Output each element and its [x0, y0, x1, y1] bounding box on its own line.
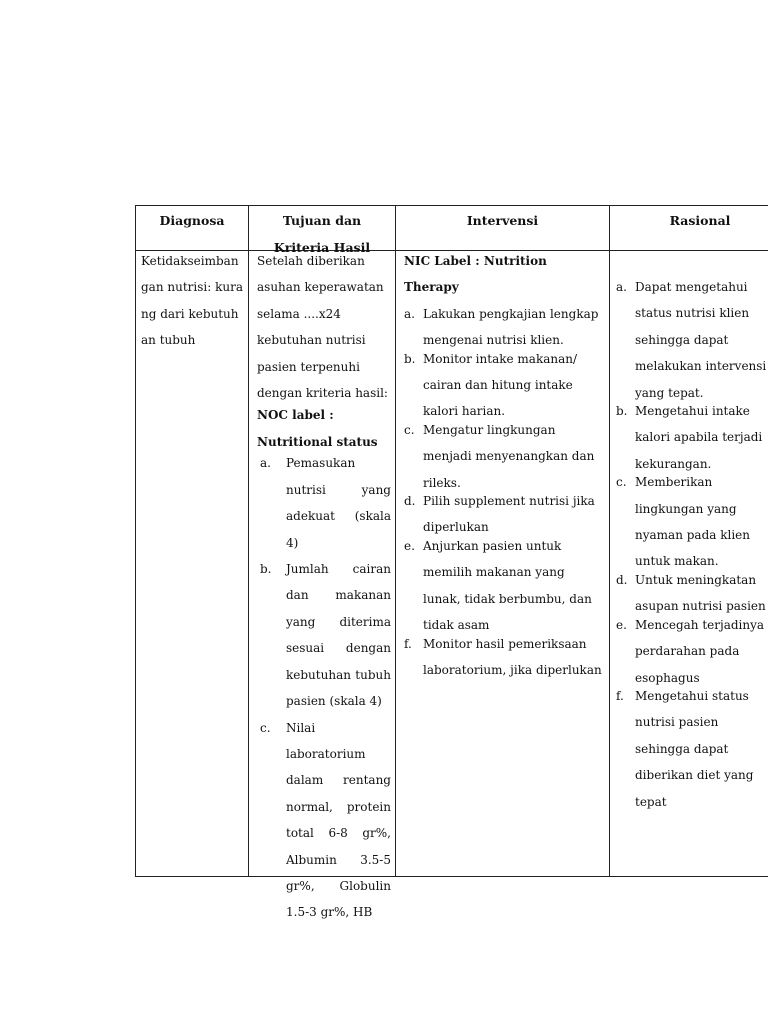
table-bottom-border — [135, 876, 768, 877]
tujuan-item-c-marker: c. — [260, 720, 271, 735]
column-divider-1 — [248, 205, 249, 877]
rasional-item-c-text: Memberikan lingkungan yang nyaman pada klien untuk makan. — [635, 475, 751, 569]
intervensi-item-c-text: Mengatur lingkungan menjadi menyenangkan dan rileks. — [423, 422, 595, 490]
intervensi-item-d-text: Pilih supplement nutrisi jika diperlukan — [423, 494, 595, 535]
noc-title: Nutritional status — [257, 435, 378, 450]
column-divider-3 — [609, 205, 610, 877]
intervensi-item-b-text: Monitor intake makanan/ cairan dan hitung intake kalori harian. — [423, 351, 578, 419]
rasional-item-a — [616, 274, 768, 406]
intervensi-item-d-marker: d. — [404, 494, 416, 509]
rasional-item-e — [616, 612, 768, 691]
intervensi-item-c-marker: c. — [404, 422, 415, 437]
rasional-item-b-text: Mengetahui intake kalori apabila terjadi kekurangan. — [635, 404, 763, 471]
noc-label: NOC label : — [257, 408, 334, 423]
rasional-item-a-text: Dapat mengetahui status nutrisi klien sehingga dapat melakukan intervensi yang tepat. — [635, 280, 767, 400]
intervensi-cell — [404, 248, 604, 683]
column-divider-2 — [395, 205, 396, 877]
tujuan-item-b-marker: b. — [260, 562, 272, 577]
rasional-item-c — [616, 469, 768, 575]
rasional-item-d-marker: d. — [616, 572, 628, 587]
rasional-item-a-marker: a. — [616, 280, 627, 294]
diagnosa-cell — [141, 248, 245, 354]
rasional-item-b — [616, 398, 768, 477]
rasional-item-f-marker: f. — [616, 688, 624, 703]
intervensi-item-e — [404, 533, 604, 639]
tujuan-item-b — [257, 556, 391, 714]
rasional-item-d-text: Untuk meningkatan asupan nutrisi pasien — [635, 572, 766, 614]
tujuan-item-a-marker: a. — [260, 456, 271, 471]
tujuan-item-b-text: Jumlah cairan dan makanan yang diterima sesuai dengan kebutuhan tubuh pasien (skala 4) — [286, 562, 391, 709]
rasional-item-e-text: Mencegah terjadinya perdarahan pada esophagus — [635, 617, 765, 685]
rasional-item-c-marker: c. — [616, 475, 627, 490]
header-diagnosa: Diagnosa — [159, 213, 225, 228]
header-tujuan: Tujuan dan Kriteria Hasil — [273, 213, 371, 255]
intervensi-item-e-text: Anjurkan pasien untuk memilih makanan yang lunak, tidak berbumbu, dan tidak asam — [423, 538, 592, 633]
rasional-item-b-marker: b. — [616, 404, 628, 419]
rasional-cell — [616, 274, 768, 815]
intervensi-item-b — [404, 346, 604, 425]
tujuan-intro: Setelah diberikan asuhan keperawatan selama ....x24 kebutuhan nutrisi pasien terpenuhi dengan kriteria hasil: — [257, 254, 388, 401]
intervensi-item-a-text: Lakukan pengkajian lengkap mengenai nutrisi klien. — [423, 306, 599, 348]
intervensi-item-f-marker: f. — [404, 636, 412, 651]
tujuan-item-c — [257, 715, 391, 926]
nic-label: NIC Label : Nutrition Therapy — [404, 254, 547, 295]
tujuan-item-a-text — [286, 450, 391, 556]
intervensi-item-b-marker: b. — [404, 351, 416, 366]
intervensi-item-c — [404, 417, 604, 496]
header-intervensi: Intervensi — [466, 213, 539, 228]
intervensi-item-e-marker: e. — [404, 538, 415, 553]
table-left-border — [135, 205, 136, 877]
intervensi-item-f-text: Monitor hasil pemeriksaan laboratorium, jika diperlukan — [423, 636, 602, 677]
tujuan-item-a-label: Pemasukan nutrisi yang adekuat (skala 4) — [286, 456, 391, 550]
rasional-item-f-text: Mengetahui status nutrisi pasien sehingga dapat diberikan diet yang tepat — [635, 688, 754, 809]
tujuan-item-a — [257, 450, 391, 556]
table-top-border — [135, 205, 768, 206]
rasional-item-e-marker: e. — [616, 617, 627, 632]
tujuan-cell — [257, 248, 391, 926]
tujuan-item-c-text: Nilai laboratorium dalam rentang normal, protein total 6-8 gr%, Albumin 3.5-5 gr%, Globulin 1.5-3 gr%, HB — [286, 720, 391, 920]
header-rasional: Rasional — [669, 213, 731, 228]
rasional-item-f — [616, 683, 768, 815]
intervensi-item-f — [404, 631, 604, 684]
intervensi-item-a-marker: a. — [404, 306, 415, 321]
diagnosa-text: Ketidakseimbangan nutrisi: kurang dari kebutuhan tubuh — [141, 254, 243, 348]
